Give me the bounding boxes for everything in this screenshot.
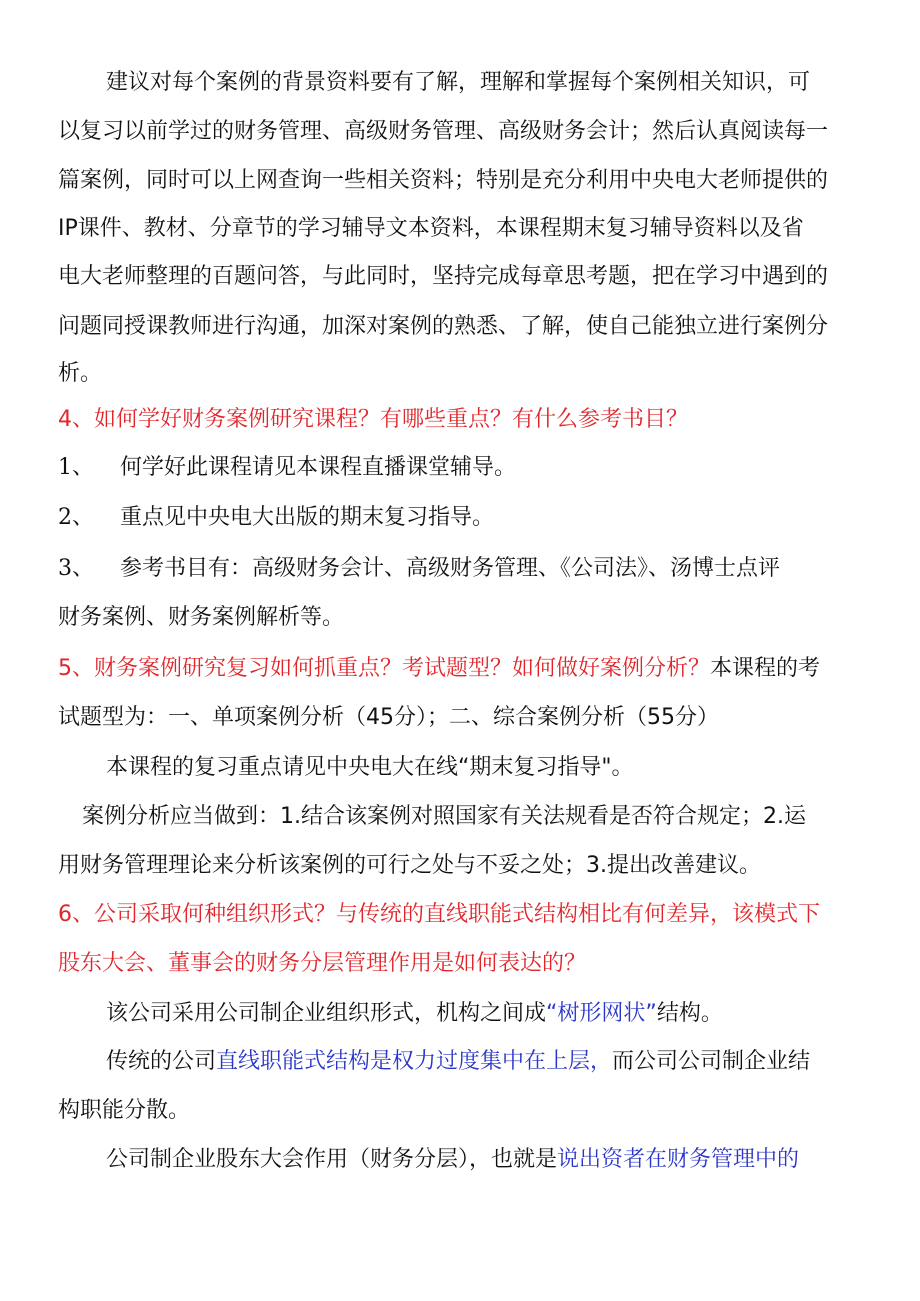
question-5-heading: 5、财务案例研究复习如何抓重点？考试题型？如何做好案例分析？ — [58, 656, 710, 681]
list-number: 3、 — [58, 556, 94, 581]
question-6-line2: 股东大会、董事会的财务分层管理作用是如何表达的？ — [58, 951, 587, 976]
answer-6-para2-highlight: 直线职能式结构是权力过度集中在上层， — [216, 1049, 613, 1074]
para1-line6: 问题同授课教师进行沟通，加深对案例的熟悉、了解，使自己能独立进行案例分 — [58, 314, 829, 339]
answer-6-para2-line1 — [106, 1047, 906, 1077]
question-4-heading: 4、如何学好财务案例研究课程？有哪些重点？有什么参考书目？ — [58, 407, 688, 432]
para1-line4: IP课件、教材、分章节的学习辅导文本资料，本课程期末复习辅导资料以及省 — [58, 216, 804, 241]
list-text: 何学好此课程请见本课程直播课堂辅导。 — [120, 455, 517, 480]
answer-6-para2-line2: 构职能分散。 — [58, 1098, 191, 1123]
answer-6-para1-end: 结构。 — [656, 1001, 723, 1026]
answer-6-para2-end: 而公司公司制企业结 — [612, 1049, 811, 1074]
list-item-3-continued: 财务案例、财务案例解析等。 — [58, 605, 345, 630]
answer-6-para2-text: 传统的公司 — [106, 1049, 217, 1074]
answer-6-para1-text: 该公司采用公司制企业组织形式，机构之间成 — [106, 1001, 547, 1026]
analysis-should-line1: 案例分析应当做到：1.结合该案例对照国家有关法规看是否符合规定；2.运 — [82, 804, 806, 829]
answer-6-para1 — [106, 999, 906, 1029]
list-number: 1、 — [58, 455, 94, 480]
review-note: 本课程的复习重点请见中央电大在线“期末复习指导"。 — [106, 755, 634, 780]
question-6-line1: 6、公司采取何种组织形式？与传统的直线职能式结构相比有何差异，该模式下 — [58, 902, 820, 927]
question-5-line2: 试题型为：一、单项案例分析（45分）；二、综合案例分析（55分） — [58, 705, 719, 730]
analysis-should-line2: 用财务管理理论来分析该案例的可行之处与不妥之处；3.提出改善建议。 — [58, 853, 761, 878]
answer-6-para3-highlight: 说出资者在财务管理中的 — [557, 1147, 800, 1172]
question-5-line1 — [58, 654, 858, 684]
para1-line7: 析。 — [58, 361, 103, 386]
answer-6-para3 — [106, 1145, 906, 1175]
para1-line2: 以复习以前学过的财务管理、高级财务管理、高级财务会计；然后认真阅读每一 — [58, 119, 829, 144]
para1-line1: 建议对每个案例的背景资料要有了解，理解和掌握每个案例相关知识，可 — [106, 70, 811, 95]
list-item-3 — [58, 554, 858, 584]
para1-line3: 篇案例，同时可以上网查询一些相关资料；特别是充分利用中央电大老师提供的 — [58, 168, 829, 193]
answer-6-para1-highlight: “树形网状” — [546, 1001, 657, 1026]
list-item-1 — [58, 453, 858, 483]
question-5-inline-text: 本课程的考 — [710, 656, 821, 681]
list-text: 重点见中央电大出版的期末复习指导。 — [120, 505, 495, 530]
list-item-2 — [58, 503, 858, 533]
list-number: 2、 — [58, 505, 94, 530]
para1-line5: 电大老师整理的百题问答，与此同时，坚持完成每章思考题，把在学习中遇到的 — [58, 264, 829, 289]
answer-6-para3-text: 公司制企业股东大会作用（财务分层），也就是 — [106, 1147, 558, 1172]
list-text: 参考书目有：高级财务会计、高级财务管理、《公司法》、汤博士点评 — [120, 556, 781, 581]
